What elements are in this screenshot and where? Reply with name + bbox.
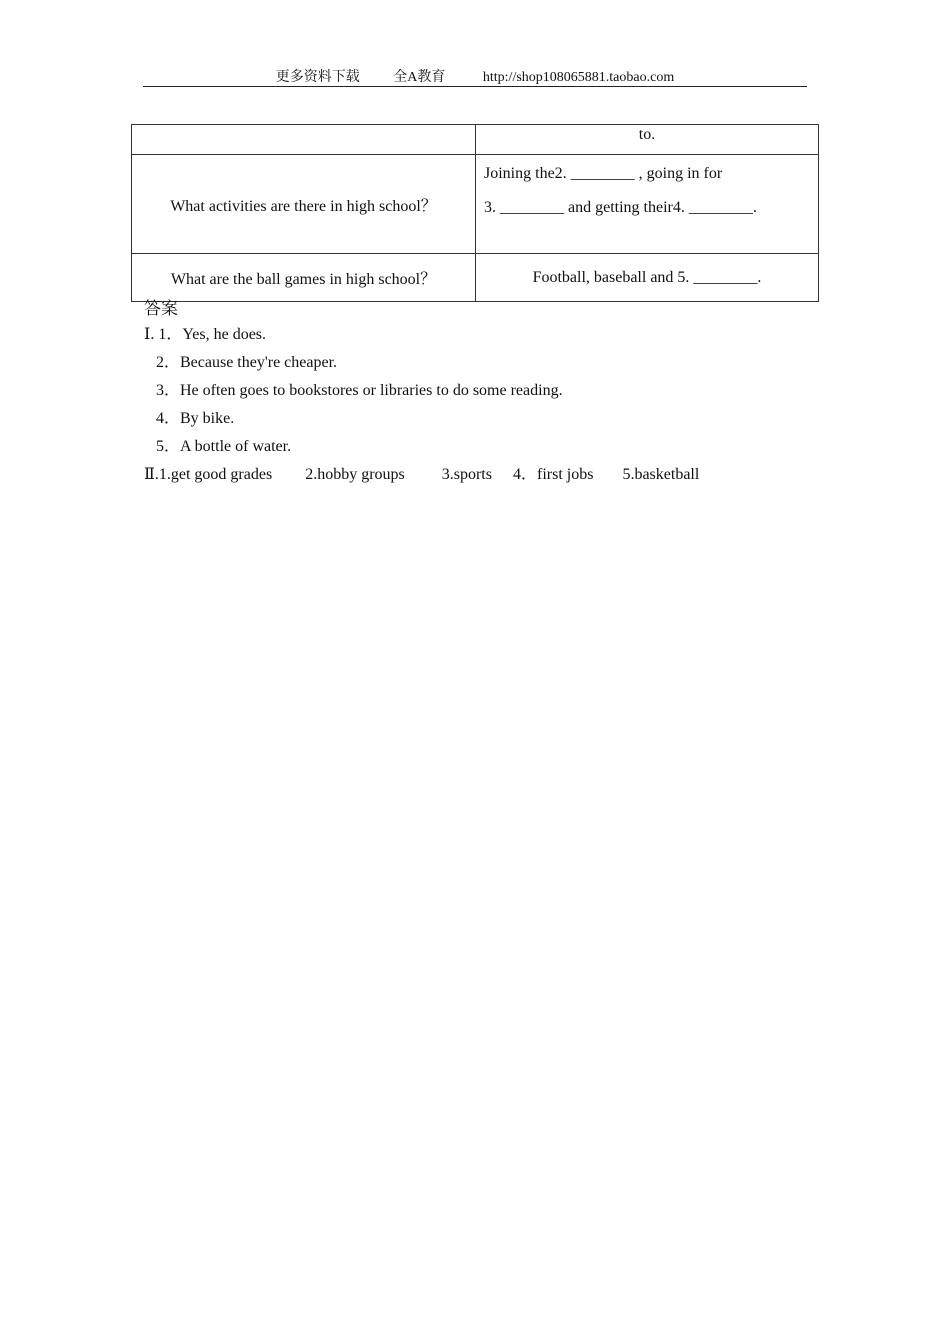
answer-cell (476, 155, 819, 254)
table-row (132, 254, 819, 302)
header-url: http://shop108065881.taobao.com (482, 70, 675, 85)
answer-line: Football, baseball and 5. ________. (532, 268, 762, 286)
answer-title: 答案 (144, 299, 178, 318)
answer-item: 4．By bike. (156, 410, 235, 427)
answer-item: Ⅰ. 1．Yes, he does. (144, 326, 267, 343)
answer-cell (476, 254, 819, 302)
answer-item: Ⅱ.1.get good grades (144, 466, 273, 483)
answer-item: 5.basketball (622, 466, 700, 483)
answer-item: 3．He often goes to bookstores or libraries to do some reading. (156, 382, 563, 399)
answer-line: Joining the2. ________ , going in for (484, 165, 723, 182)
answer-item: 3.sports (441, 466, 492, 483)
answer-line: to. (638, 126, 656, 143)
question-cell: What are the ball games in high school？ (132, 254, 476, 302)
answer-section-2 (144, 461, 699, 489)
question-cell (132, 125, 476, 155)
answer-line: 3. ________ and getting their4. ________. (484, 199, 757, 216)
table-row (132, 125, 819, 155)
answer-cell (476, 125, 819, 155)
header-download-text: 更多资料下载 (275, 70, 360, 85)
answer-item: 2．Because they're cheaper. (156, 354, 338, 371)
answer-item: 5．A bottle of water. (156, 438, 292, 455)
page-header (143, 66, 807, 87)
question-cell: What activities are there in high school？ (132, 155, 476, 254)
header-brand: 全A教育 (393, 70, 446, 85)
table-row (132, 155, 819, 254)
answer-key (144, 297, 699, 489)
answer-item: 2.hobby groups (305, 466, 405, 483)
answer-item: 4．first jobs (512, 466, 594, 483)
qa-table (131, 124, 819, 302)
